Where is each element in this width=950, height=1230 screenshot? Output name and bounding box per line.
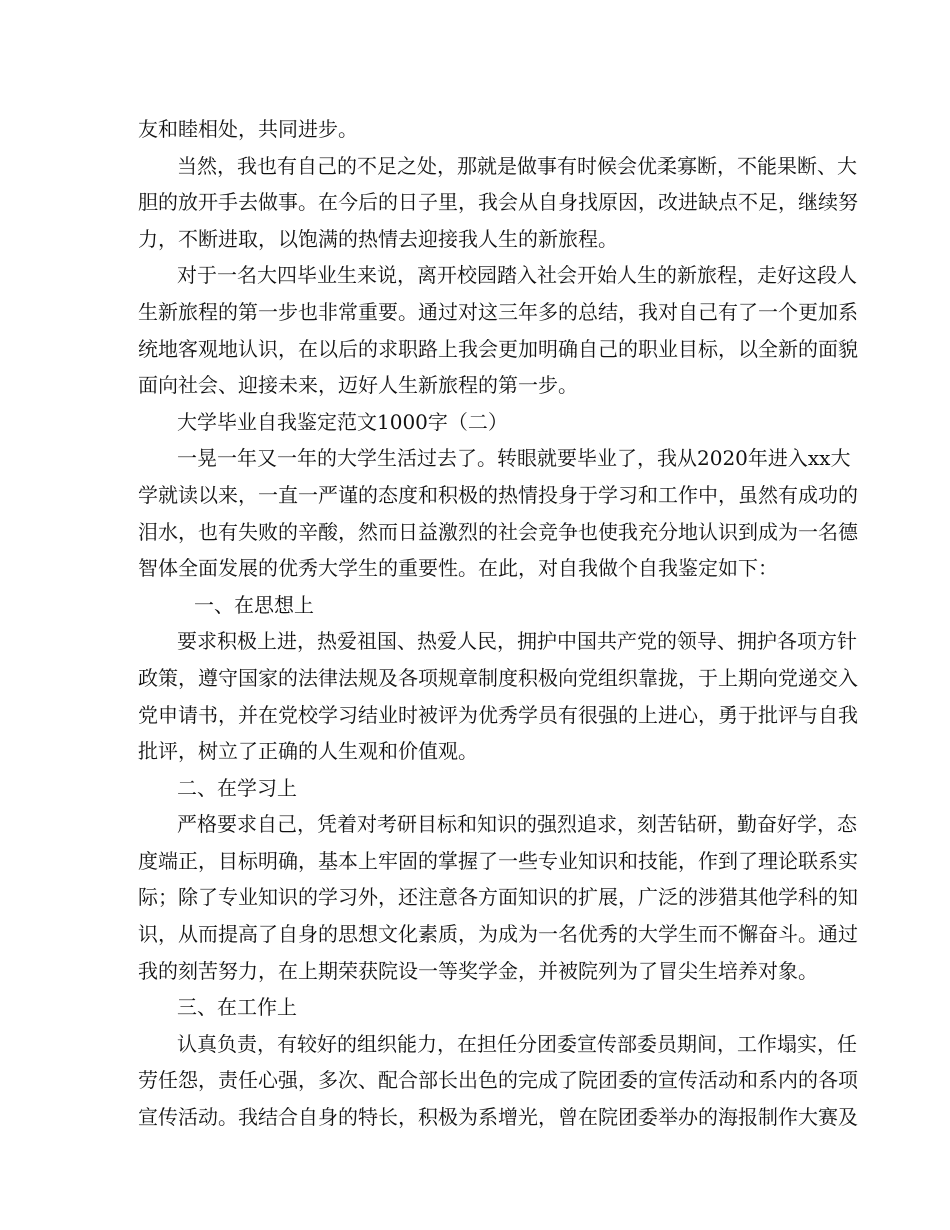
section-heading: 三、在工作上: [177, 995, 297, 1020]
text-line: 胆的放开手去做事。在今后的日子里，我会从自身找原因，改进缺点不足，继续努: [138, 190, 858, 215]
text-line: 政策，遵守国家的法律法规及各项规章制度积极向党组织靠拢，于上期向党递交入: [138, 665, 858, 690]
text-line: 友和睦相处，共同进步。: [138, 117, 358, 141]
text-line: 智体全面发展的优秀大学生的重要性。在此，对自我做个自我鉴定如下：: [138, 556, 778, 581]
text-line: 学就读以来，一直一严谨的态度和积极的热情投身于学习和工作中，虽然有成功的: [138, 482, 858, 507]
paragraph-start-line: 对于一名大四毕业生来说，离开校园踏入社会开始人生的新旅程，走好这段人: [177, 263, 857, 288]
text-line: 我的刻苦努力，在上期荣获院设一等奖学金，并被院列为了冒尖生培养对象。: [138, 958, 818, 983]
paragraph-start-line: 认真负责，有较好的组织能力，在担任分团委宣传部委员期间，工作塌实，任: [177, 1031, 857, 1056]
section-heading: 二、在学习上: [177, 775, 297, 800]
text-line: 劳任怨，责任心强，多次、配合部长出色的完成了院团委的宣传活动和系内的各项: [138, 1068, 858, 1093]
text-line: 生新旅程的第一步也非常重要。通过对这三年多的总结，我对自己有了一个更加系: [138, 299, 858, 324]
paragraph-start-line: 要求积极上进，热爱祖国、热爱人民，拥护中国共产党的领导、拥护各项方针: [177, 629, 857, 654]
section-title: 大学毕业自我鉴定范文1000字（二）: [177, 409, 508, 434]
document-body: [138, 111, 858, 1136]
text-line: 泪水，也有失败的辛酸，然而日益激烈的社会竞争也使我充分地认识到成为一名德: [138, 519, 858, 544]
paragraph-start-line: 一晃一年又一年的大学生活过去了。转眼就要毕业了，我从2020年进入xx大: [177, 446, 851, 471]
text-line: 面向社会、迎接未来，迈好人生新旅程的第一步。: [138, 373, 578, 398]
text-line: 力，不断进取，以饱满的热情去迎接我人生的新旅程。: [138, 226, 618, 251]
section-heading: 一、在思想上: [194, 592, 314, 617]
text-line: 统地客观地认识，在以后的求职路上我会更加明确自己的职业目标，以全新的面貌: [138, 336, 858, 361]
text-line: 度端正，目标明确，基本上牢固的掌握了一些专业知识和技能，作到了理论联系实: [138, 848, 858, 873]
text-line: 际；除了专业知识的学习外，还注意各方面知识的扩展，广泛的涉猎其他学科的知: [138, 885, 858, 910]
paragraph-start-line: 严格要求自己，凭着对考研目标和知识的强烈追求，刻苦钻研，勤奋好学，态: [177, 812, 857, 837]
text-line: 批评，树立了正确的人生观和价值观。: [138, 739, 478, 764]
text-line: 党申请书，并在党校学习结业时被评为优秀学员有很强的上进心，勇于批评与自我: [138, 702, 858, 727]
text-line: 宣传活动。我结合自身的特长，积极为系增光，曾在院团委举办的海报制作大赛及: [138, 1105, 858, 1130]
paragraph-start-line: 当然，我也有自己的不足之处，那就是做事有时候会优柔寡断，不能果断、大: [177, 153, 857, 178]
text-line: 识，从而提高了自身的思想文化素质，为成为一名优秀的大学生而不懈奋斗。通过: [138, 922, 858, 947]
